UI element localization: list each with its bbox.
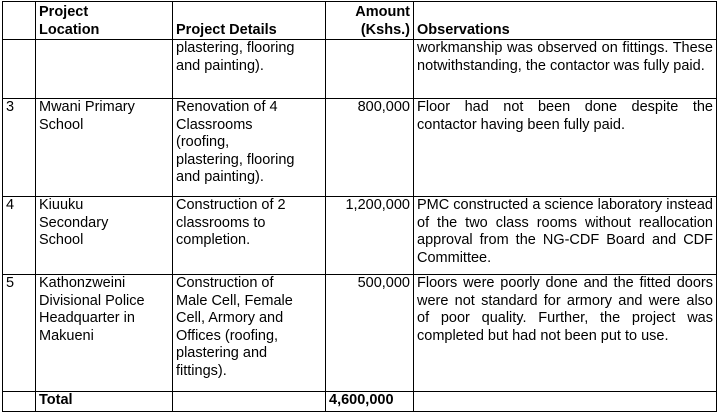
project-details: Renovation of 4 Classrooms (roofing, plastering, flooring and painting). <box>173 99 326 197</box>
total-observations-cell <box>414 392 717 412</box>
observations: Floors were poorly done and the fitted doors were not standard for armory and were also of poor quality. Further, the project was completed but had not been put to use. <box>414 275 717 392</box>
header-amount: Amount (Kshs.) <box>326 2 414 40</box>
amount: 800,000 <box>326 99 414 197</box>
header-project-location: Project Location <box>36 2 173 40</box>
amount <box>326 40 414 99</box>
table-row <box>3 40 717 99</box>
observations: PMC constructed a science laboratory instead of the two class rooms without reallocation approval from the NG-CDF Board and CDF Committee. <box>414 197 717 275</box>
row-number <box>3 40 36 99</box>
amount: 1,200,000 <box>326 197 414 275</box>
header-row <box>3 2 717 40</box>
project-details: Construction of 2 classrooms to completion. <box>173 197 326 275</box>
project-location: Mwani Primary School <box>36 99 173 197</box>
observations: workmanship was observed on fittings. These notwithstanding, the contactor was fully paid. <box>414 40 717 99</box>
total-details-cell <box>173 392 326 412</box>
total-no-cell <box>3 392 36 412</box>
amount: 500,000 <box>326 275 414 392</box>
project-details: plastering, flooring and painting). <box>173 40 326 99</box>
project-location: Kathonzweini Divisional Police Headquarter in Makueni <box>36 275 173 392</box>
table-row <box>3 197 717 275</box>
projects-table <box>2 1 717 412</box>
total-row <box>3 392 717 412</box>
header-no <box>3 2 36 40</box>
row-number: 4 <box>3 197 36 275</box>
table-row <box>3 99 717 197</box>
observations: Floor had not been done despite the contactor having been fully paid. <box>414 99 717 197</box>
project-location: Kiuuku Secondary School <box>36 197 173 275</box>
table-row <box>3 275 717 392</box>
header-project-details: Project Details <box>173 2 326 40</box>
row-number: 5 <box>3 275 36 392</box>
total-amount: 4,600,000 <box>326 392 414 412</box>
project-details: Construction of Male Cell, Female Cell, Armory and Offices (roofing, plastering and fittings). <box>173 275 326 392</box>
row-number: 3 <box>3 99 36 197</box>
total-label: Total <box>36 392 173 412</box>
project-location <box>36 40 173 99</box>
header-observations: Observations <box>414 2 717 40</box>
